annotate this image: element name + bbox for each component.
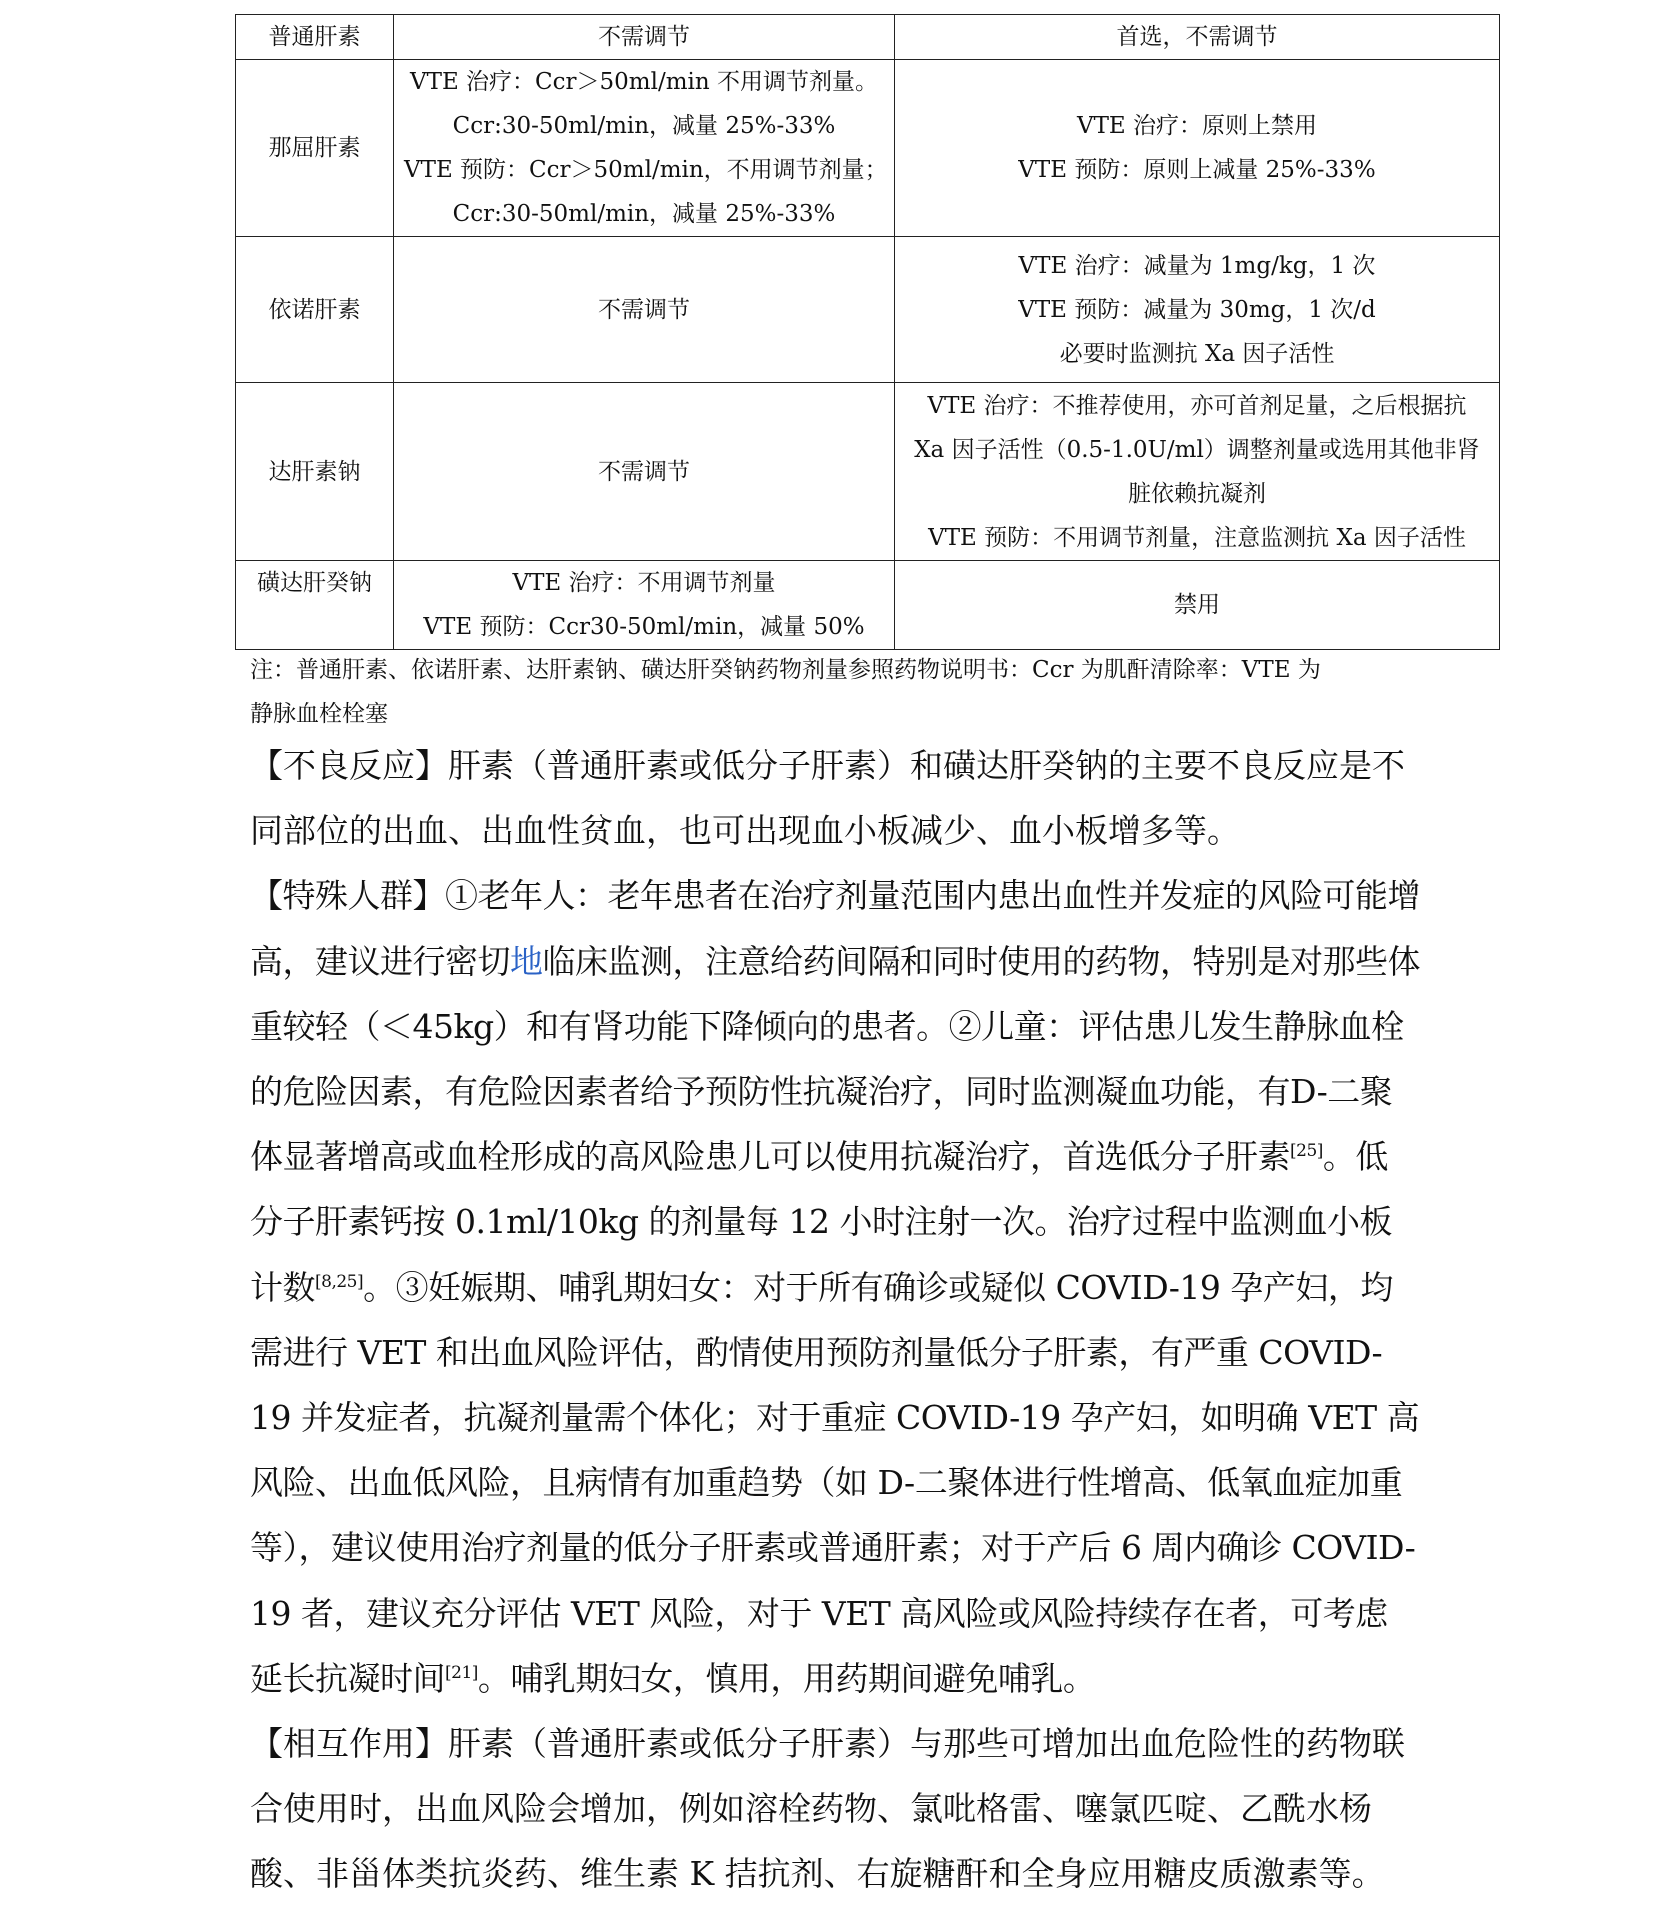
renal-adjust-cell (394, 383, 895, 561)
cell-line: VTE 预防：减量为 30mg，1 次/d (1018, 296, 1376, 323)
severe-adjust-cell (895, 15, 1500, 60)
footnote-line: 静脉血栓栓塞 (250, 701, 388, 727)
paragraph-text: ①老年人：老年患者在治疗剂量范围内患出血性并发症的风险可能增高，建议进行密切 (250, 876, 1420, 981)
special-populations-paragraph (250, 863, 1420, 1711)
renal-adjust-cell (394, 561, 895, 650)
paragraph-text: 肝素（普通肝素或低分子肝素）和磺达肝癸钠的主要不良反应是不同部位的出血、出血性贫血，也可出现血小板减少、血小板增多等。 (250, 746, 1405, 851)
section-heading: 【相互作用】 (250, 1724, 448, 1764)
hyperlink-text[interactable]: 地 (510, 941, 543, 981)
severe-adjust-cell (895, 60, 1500, 237)
cell-line: VTE 治疗：不用调节剂量 (512, 570, 776, 596)
table-row (236, 237, 1500, 383)
drug-name-cell: 那屈肝素 (236, 60, 394, 237)
citation: [8,25] (315, 1271, 364, 1292)
paragraph-text: 临床监测，注意给药间隔和同时使用的药物，特别是对那些体重较轻（＜45kg）和有肾功能下降倾向的患者。②儿童：评估患儿发生静脉血栓的危险因素，有危险因素者给予预防性抗凝治疗，同时监测凝血功能，有D-二聚体显著增高或血栓形成的高风险患儿可以使用抗凝治疗，首选低分子肝素 (250, 941, 1420, 1177)
cell-line: VTE 预防：原则上减量 25%-33% (1018, 157, 1376, 183)
cell-line: 不需调节 (598, 24, 690, 50)
renal-adjust-cell (394, 60, 895, 237)
cell-line: 禁用 (1174, 592, 1220, 618)
cell-line: Ccr:30-50ml/min，减量 25%-33% (452, 201, 836, 227)
cell-line: VTE 预防：Ccr＞50ml/min，不用调节剂量； (404, 157, 888, 183)
cell-line: VTE 治疗：不推荐使用，亦可首剂足量，之后根据抗 (927, 392, 1467, 419)
severe-adjust-cell (895, 561, 1500, 650)
table-row (236, 561, 1500, 650)
severe-adjust-cell (895, 237, 1500, 383)
cell-line: VTE 治疗：Ccr＞50ml/min 不用调节剂量。 (410, 69, 878, 95)
drug-name-cell: 普通肝素 (236, 15, 394, 60)
citation: [25] (1290, 1141, 1323, 1162)
drug-name-cell: 达肝素钠 (236, 383, 394, 561)
cell-line: 脏依赖抗凝剂 (1128, 480, 1266, 507)
cell-line: 必要时监测抗 Xa 因子活性 (1059, 340, 1335, 367)
cell-line: VTE 预防：不用调节剂量，注意监测抗 Xa 因子活性 (928, 524, 1466, 551)
section-heading: 【特殊人群】 (250, 876, 445, 916)
paragraph-text: 。哺乳期妇女，慎用，用药期间避免哺乳。 (477, 1658, 1096, 1698)
cell-line: VTE 治疗：减量为 1mg/kg，1 次 (1018, 252, 1376, 279)
table-row (236, 15, 1500, 60)
cell-line: 首选，不需调节 (1116, 24, 1278, 50)
severe-adjust-cell (895, 383, 1500, 561)
interactions-paragraph (250, 1711, 1420, 1907)
table-row (236, 383, 1500, 561)
adverse-reactions-paragraph (250, 733, 1420, 863)
table-footnote (250, 648, 1430, 736)
citation: [21] (445, 1662, 478, 1683)
cell-line: 不需调节 (598, 458, 690, 485)
paragraph-text: 肝素（普通肝素或低分子肝素）与那些可增加出血危险性的药物联合使用时，出血风险会增加，例如溶栓药物、氯吡格雷、噻氯匹啶、乙酰水杨酸、非甾体类抗炎药、维生素 K 拮抗剂、右旋糖酐和全身应用糖皮质激素等。 (250, 1724, 1405, 1894)
cell-line: Ccr:30-50ml/min，减量 25%-33% (452, 113, 836, 139)
table-row (236, 60, 1500, 237)
paragraph-text: 。低分子肝素钙按 0.1ml/10kg 的剂量每 12 小时注射一次。治疗过程中监测血小板计数 (250, 1137, 1393, 1307)
dosage-table (235, 14, 1500, 650)
body-text (250, 733, 1420, 1907)
renal-adjust-cell (394, 15, 895, 60)
cell-line: 不需调节 (598, 296, 690, 323)
drug-name-cell: 依诺肝素 (236, 237, 394, 383)
cell-line: VTE 治疗：原则上禁用 (1076, 113, 1318, 139)
footnote-line: 注：普通肝素、依诺肝素、达肝素钠、磺达肝癸钠药物剂量参照药物说明书：Ccr 为肌酐清除率：VTE 为 (250, 657, 1321, 683)
section-heading: 【不良反应】 (250, 746, 448, 785)
drug-name-cell: 磺达肝癸钠 (236, 561, 394, 650)
renal-adjust-cell (394, 237, 895, 383)
paragraph-text: 。③妊娠期、哺乳期妇女：对于所有确诊或疑似 COVID-19 孕产妇，均需进行 VET 和出血风险评估，酌情使用预防剂量低分子肝素，有严重 COVID-19 并发症者，抗凝剂量需个体化；对于重症 COVID-19 孕产妇，如明确 VET 高风险、出血低风险，且病情有加重趋势（如 D-二聚体进行性增高、低氧血症加重等），建议使用治疗剂量的低分子肝素或普通肝素；对于产后 6 周内确诊 COVID-19 者，建议充分评估 VET 风险，对于 VET 高风险或风险持续存在者，可考虑延长抗凝时间 (250, 1267, 1420, 1698)
cell-line: Xa 因子活性（0.5-1.0U/ml）调整剂量或选用其他非肾 (914, 436, 1480, 463)
cell-line: VTE 预防：Ccr30-50ml/min，减量 50% (423, 614, 865, 640)
